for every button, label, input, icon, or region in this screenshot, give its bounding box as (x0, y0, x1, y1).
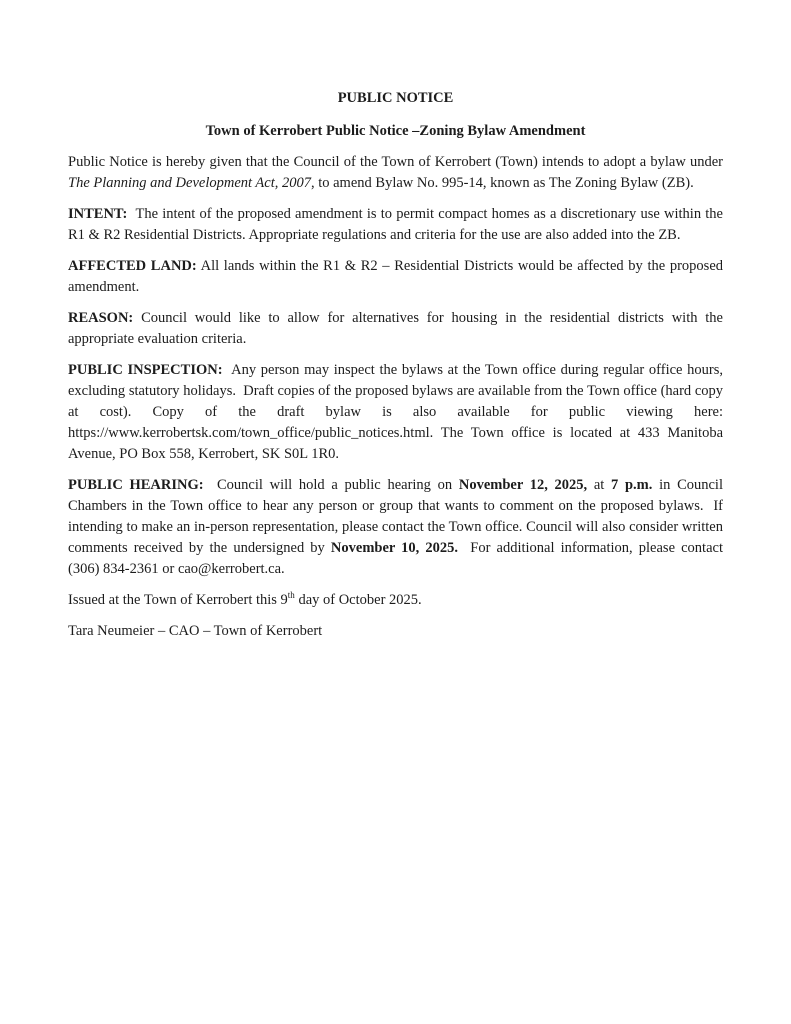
issued-ordinal: th (287, 590, 295, 601)
reason-text: Council would like to allow for alternatives for housing in the residential districts with the appropriate evaluation criteria. (68, 310, 723, 347)
signature-line: Tara Neumeier – CAO – Town of Kerrobert (68, 623, 323, 639)
reason-label: REASON: (68, 310, 134, 326)
hearing-time-bold: 7 p.m. (611, 477, 653, 493)
public-inspection-text-1: Any person may inspect the bylaws at the Town office during regular office hours, excluding statutory holidays. Draft copies of the proposed bylaws are available from the Town office (hard copy at cost). Copy of the draft bylaw is also available for public viewing here: (68, 362, 723, 420)
hearing-text-2: at (587, 477, 612, 493)
paragraph-affected-land (68, 256, 723, 298)
intent-text: The intent of the proposed amendment is to permit compact homes as a discretionary use within the R1 & R2 Residential Districts. Appropriate regulations and criteria for the use are also added into the ZB. (68, 206, 723, 243)
notice-subtitle: Town of Kerrobert Public Notice –Zoning Bylaw Amendment (205, 123, 586, 139)
notice-title: PUBLIC NOTICE (337, 90, 454, 106)
act-title-italic: The Planning and Development Act, 2007 (68, 175, 311, 191)
paragraph-intro (68, 152, 723, 194)
issued-text-start: Issued at the Town of Kerrobert this 9 (68, 592, 288, 608)
comments-deadline-bold: November 10, 2025. (330, 540, 459, 556)
hearing-text-3: in Council Chambers in the Town office to hear any person or group that wants to comment on the proposed bylaws. If intending to make an in-person representation, please contact the Town office. Council will also consider written comments received by the undersigned by (68, 477, 723, 556)
affected-land-label: AFFECTED LAND: (68, 258, 197, 274)
hearing-text-1: Council will hold a public hearing on (203, 477, 459, 493)
public-inspection-label: PUBLIC INSPECTION: (68, 362, 223, 378)
public-hearing-label: PUBLIC HEARING: (68, 477, 204, 493)
paragraph-issued (68, 590, 723, 611)
intent-label: INTENT: (68, 206, 128, 222)
paragraph-public-inspection (68, 360, 723, 465)
intro-text-start: Public Notice is hereby given that the Council of the Town of Kerrobert (Town) intends to adopt a bylaw under (68, 154, 723, 170)
public-inspection-text-2: . The Town office is located at 433 Manitoba Avenue, PO Box 558, Kerrobert, SK S0L 1R0. (68, 425, 723, 462)
hearing-date-bold: November 12, 2025, (458, 477, 588, 493)
paragraph-intent (68, 204, 723, 246)
paragraph-public-hearing (68, 475, 723, 580)
issued-text-end: day of October 2025. (294, 592, 422, 608)
intro-text-end: , to amend Bylaw No. 995-14, known as The Zoning Bylaw (ZB). (310, 175, 694, 191)
hearing-text-4: For additional information, please contact (306) 834-2361 or cao@kerrobert.ca. (68, 540, 723, 577)
affected-land-text: All lands within the R1 & R2 – Residential Districts would be affected by the proposed amendment. (68, 258, 723, 295)
public-notices-url: https://www.kerrobertsk.com/town_office/public_notices.html (68, 425, 430, 441)
paragraph-reason (68, 308, 723, 350)
